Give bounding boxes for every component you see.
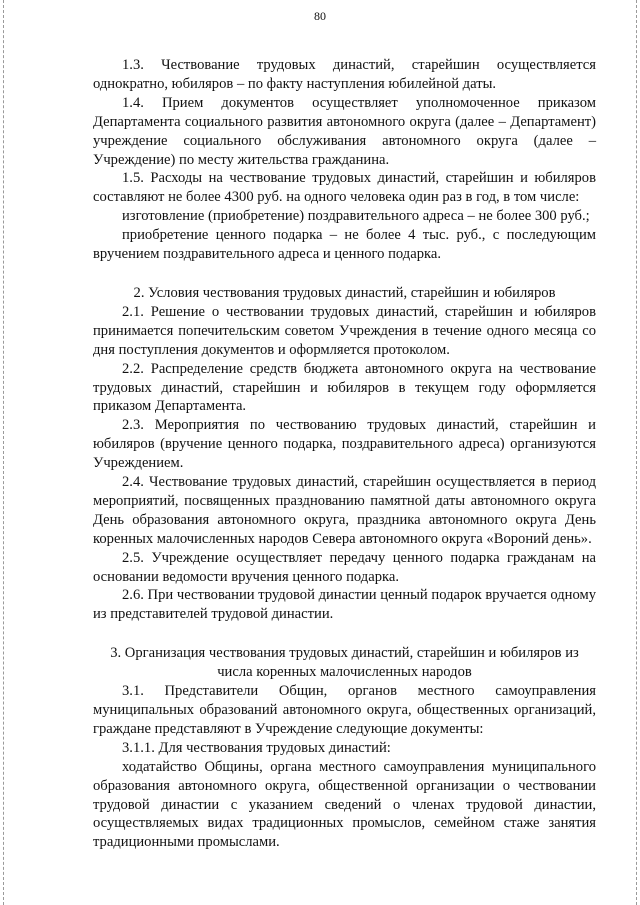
paragraph-1-4: 1.4. Прием документов осуществляет уполномоченное приказом Департамента социального развития автономного округа (далее – Департамент) учреждение социального обслуживания автономного округа (далее – Учреждение) по месту жительства гражданина. (93, 94, 596, 168)
section-3-heading: 3. Организация чествования трудовых династий, старейшин и юбиляров из числа коренных малочисленных народов (110, 645, 579, 681)
scan-right-edge (636, 0, 638, 905)
paragraph-3-1: 3.1. Представители Общин, органов местного самоуправления муниципальных образований автономного округа, общественных организаций, граждане представляют в Учреждение следующие документы: (93, 683, 596, 737)
paragraph-address-cost: изготовление (приобретение) поздравительного адреса – не более 300 руб.; (122, 208, 590, 225)
paragraph-2-5: 2.5. Учреждение осуществляет передачу ценного подарка гражданам на основании ведомости вручения ценного подарка. (93, 549, 596, 585)
paragraph-2-6: 2.6. При чествовании трудовой династии ценный подарок вручается одному из представителей трудовой династии. (93, 587, 596, 623)
section-gap (93, 264, 596, 284)
paragraph-2-1: 2.1. Решение о чествовании трудовых династий, старейшин и юбиляров принимается попечительским советом Учреждения в течение одного месяца со дня поступления документов и оформляется протоколом. (93, 303, 596, 358)
paragraph-2-4: 2.4. Чествование трудовых династий, старейшин осуществляется в период мероприятий, посвященных празднованию памятной даты автономного округа День образования автономного округа, праздника автономного округа День коренных малочисленных народов Севера автономного округа «Вороний день». (93, 474, 596, 547)
section-gap (93, 624, 596, 644)
paragraph-2-2: 2.2. Распределение средств бюджета автономного округа на чествование трудовых династий, старейшин и юбиляров в текущем году оформляется приказом Департамента. (93, 360, 596, 415)
scan-left-edge (3, 0, 5, 905)
paragraph-gift-cost: приобретение ценного подарка – не более 4 тыс. руб., с последующим вручением поздравительного адреса и ценного подарка. (93, 227, 596, 263)
paragraph-1-3: 1.3. Чествование трудовых династий, старейшин осуществляется однократно, юбиляров – по факту наступления юбилейной даты. (93, 57, 596, 92)
document-body (93, 56, 596, 852)
paragraph-petition: ходатайство Общины, органа местного самоуправления муниципального образования автономного округа, общественной организации о чествовании трудовой династии с указанием сведений о членах трудовой династии, осуществляемых видах традиционных промыслов, семейном стаже занятия традиционными промыслами. (93, 758, 596, 851)
paragraph-1-5: 1.5. Расходы на чествование трудовых династий, старейшин и юбиляров составляют не более 4300 руб. на одного человека один раз в год, в том числе: (93, 170, 596, 206)
paragraph-3-1-1: 3.1.1. Для чествования трудовых династий: (122, 739, 391, 756)
paragraph-2-3: 2.3. Мероприятия по чествованию трудовых династий, старейшин и юбиляров (вручение ценного подарка, поздравительного адреса) организуются Учреждением. (93, 417, 596, 472)
page-number: 80 (314, 9, 326, 23)
section-2-heading: 2. Условия чествования трудовых династий, старейшин и юбиляров (133, 284, 556, 301)
